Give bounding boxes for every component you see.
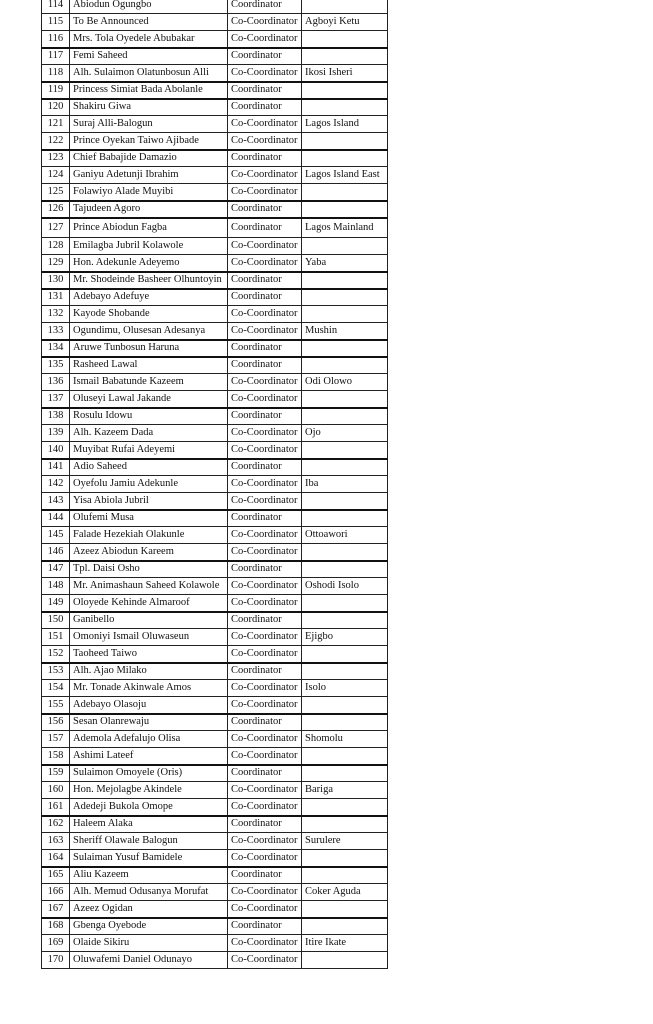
area-name <box>302 184 388 201</box>
row-number: 169 <box>42 935 70 952</box>
area-name <box>302 952 388 969</box>
table-row <box>42 731 388 748</box>
member-role: Coordinator <box>228 663 302 680</box>
table-row <box>42 663 388 680</box>
table-row <box>42 323 388 340</box>
table-row <box>42 918 388 935</box>
area-name: Iba <box>302 476 388 493</box>
member-name: Mr. Tonade Akinwale Amos <box>70 680 228 697</box>
row-number: 145 <box>42 527 70 544</box>
member-role: Co-Coordinator <box>228 884 302 901</box>
row-number: 124 <box>42 167 70 184</box>
row-number: 149 <box>42 595 70 612</box>
row-number: 147 <box>42 561 70 578</box>
member-role: Co-Coordinator <box>228 629 302 646</box>
member-role: Co-Coordinator <box>228 374 302 391</box>
table-row <box>42 167 388 184</box>
member-role: Coordinator <box>228 612 302 629</box>
table-row <box>42 782 388 799</box>
area-name <box>302 150 388 167</box>
member-name: Shakiru Giwa <box>70 99 228 116</box>
member-name: Adio Saheed <box>70 459 228 476</box>
member-role: Co-Coordinator <box>228 731 302 748</box>
member-name: Olaide Sikiru <box>70 935 228 952</box>
row-number: 130 <box>42 272 70 289</box>
area-name <box>302 510 388 527</box>
member-name: Alh. Memud Odusanya Morufat <box>70 884 228 901</box>
member-name: Sesan Olanrewaju <box>70 714 228 731</box>
table-row <box>42 48 388 65</box>
member-role: Coordinator <box>228 340 302 357</box>
member-name: Chief Babajide Damazio <box>70 150 228 167</box>
member-name: Mr. Shodeinde Basheer Olhuntoyin <box>70 272 228 289</box>
member-name: Adebayo Olasoju <box>70 697 228 714</box>
area-name <box>302 867 388 884</box>
member-role: Co-Coordinator <box>228 935 302 952</box>
area-name <box>302 238 388 255</box>
area-name <box>302 201 388 218</box>
member-name: Adedeji Bukola Omope <box>70 799 228 816</box>
table-row <box>42 544 388 561</box>
table-row <box>42 850 388 867</box>
table-row <box>42 952 388 969</box>
table-row <box>42 765 388 782</box>
row-number: 118 <box>42 65 70 82</box>
member-name: Sheriff Olawale Balogun <box>70 833 228 850</box>
row-number: 161 <box>42 799 70 816</box>
member-role: Coordinator <box>228 82 302 99</box>
table-row <box>42 816 388 833</box>
area-name: Itire Ikate <box>302 935 388 952</box>
member-role: Co-Coordinator <box>228 833 302 850</box>
member-role: Coordinator <box>228 816 302 833</box>
member-name: Olufemi Musa <box>70 510 228 527</box>
member-role: Coordinator <box>228 218 302 238</box>
member-name: Prince Abiodun Fagba <box>70 218 228 238</box>
member-name: Folawiyo Alade Muyibi <box>70 184 228 201</box>
row-number: 135 <box>42 357 70 374</box>
member-role: Co-Coordinator <box>228 527 302 544</box>
row-number: 162 <box>42 816 70 833</box>
row-number: 117 <box>42 48 70 65</box>
member-name: Tajudeen Agoro <box>70 201 228 218</box>
member-role: Co-Coordinator <box>228 646 302 663</box>
table-row <box>42 578 388 595</box>
area-name: Isolo <box>302 680 388 697</box>
member-name: Ismail Babatunde Kazeem <box>70 374 228 391</box>
member-role: Coordinator <box>228 357 302 374</box>
area-name <box>302 408 388 425</box>
row-number: 160 <box>42 782 70 799</box>
area-name <box>302 31 388 48</box>
row-number: 114 <box>42 0 70 14</box>
member-name: Ganibello <box>70 612 228 629</box>
member-name: Tpl. Daisi Osho <box>70 561 228 578</box>
member-name: Rasheed Lawal <box>70 357 228 374</box>
member-role: Co-Coordinator <box>228 167 302 184</box>
table-row <box>42 799 388 816</box>
table-row <box>42 289 388 306</box>
member-name: Aliu Kazeem <box>70 867 228 884</box>
member-role: Co-Coordinator <box>228 133 302 150</box>
table-row <box>42 82 388 99</box>
area-name: Agboyi Ketu <box>302 14 388 31</box>
member-role: Coordinator <box>228 48 302 65</box>
member-role: Coordinator <box>228 867 302 884</box>
row-number: 128 <box>42 238 70 255</box>
member-name: Abiodun Ogungbo <box>70 0 228 14</box>
area-name <box>302 289 388 306</box>
area-name: Lagos Island <box>302 116 388 133</box>
row-number: 166 <box>42 884 70 901</box>
member-name: Kayode Shobande <box>70 306 228 323</box>
table-row <box>42 116 388 133</box>
member-name: Azeez Abiodun Kareem <box>70 544 228 561</box>
area-name <box>302 391 388 408</box>
table-row <box>42 714 388 731</box>
member-role: Coordinator <box>228 510 302 527</box>
row-number: 136 <box>42 374 70 391</box>
member-name: Alh. Sulaimon Olatunbosun Alli <box>70 65 228 82</box>
table-row <box>42 510 388 527</box>
row-number: 132 <box>42 306 70 323</box>
member-name: Princess Simiat Bada Abolanle <box>70 82 228 99</box>
area-name: Ikosi Isheri <box>302 65 388 82</box>
table-row <box>42 884 388 901</box>
table-row <box>42 133 388 150</box>
area-name <box>302 0 388 14</box>
table-row <box>42 646 388 663</box>
member-role: Co-Coordinator <box>228 748 302 765</box>
member-name: Mr. Animashaun Saheed Kolawole <box>70 578 228 595</box>
area-name <box>302 765 388 782</box>
member-role: Coordinator <box>228 289 302 306</box>
table-row <box>42 561 388 578</box>
row-number: 153 <box>42 663 70 680</box>
member-role: Co-Coordinator <box>228 901 302 918</box>
member-role: Co-Coordinator <box>228 31 302 48</box>
row-number: 115 <box>42 14 70 31</box>
table-row <box>42 357 388 374</box>
member-role: Co-Coordinator <box>228 595 302 612</box>
area-name <box>302 340 388 357</box>
area-name <box>302 612 388 629</box>
row-number: 119 <box>42 82 70 99</box>
row-number: 150 <box>42 612 70 629</box>
table-row <box>42 833 388 850</box>
member-name: Adebayo Adefuye <box>70 289 228 306</box>
table-row <box>42 527 388 544</box>
member-role: Co-Coordinator <box>228 391 302 408</box>
member-role: Coordinator <box>228 201 302 218</box>
area-name: Coker Aguda <box>302 884 388 901</box>
member-name: Oyefolu Jamiu Adekunle <box>70 476 228 493</box>
row-number: 134 <box>42 340 70 357</box>
table-row <box>42 748 388 765</box>
member-role: Co-Coordinator <box>228 680 302 697</box>
member-role: Coordinator <box>228 150 302 167</box>
member-name: Ademola Adefalujo Olisa <box>70 731 228 748</box>
table-body <box>42 0 388 969</box>
area-name: Ojo <box>302 425 388 442</box>
table-row <box>42 65 388 82</box>
area-name <box>302 850 388 867</box>
member-name: Mrs. Tola Oyedele Abubakar <box>70 31 228 48</box>
area-name <box>302 816 388 833</box>
table-row <box>42 476 388 493</box>
member-role: Co-Coordinator <box>228 255 302 272</box>
area-name <box>302 561 388 578</box>
member-name: Haleem Alaka <box>70 816 228 833</box>
table-row <box>42 391 388 408</box>
row-number: 165 <box>42 867 70 884</box>
area-name <box>302 544 388 561</box>
area-name <box>302 663 388 680</box>
area-name <box>302 459 388 476</box>
row-number: 133 <box>42 323 70 340</box>
member-name: Prince Oyekan Taiwo Ajibade <box>70 133 228 150</box>
table-row <box>42 629 388 646</box>
member-role: Co-Coordinator <box>228 442 302 459</box>
row-number: 170 <box>42 952 70 969</box>
area-name <box>302 272 388 289</box>
row-number: 146 <box>42 544 70 561</box>
row-number: 131 <box>42 289 70 306</box>
table-row <box>42 184 388 201</box>
member-name: Taoheed Taiwo <box>70 646 228 663</box>
member-role: Coordinator <box>228 459 302 476</box>
member-role: Coordinator <box>228 272 302 289</box>
member-role: Co-Coordinator <box>228 14 302 31</box>
row-number: 129 <box>42 255 70 272</box>
member-name: Hon. Mejolagbe Akindele <box>70 782 228 799</box>
row-number: 167 <box>42 901 70 918</box>
row-number: 116 <box>42 31 70 48</box>
member-name: Falade Hezekiah Olakunle <box>70 527 228 544</box>
row-number: 151 <box>42 629 70 646</box>
member-role: Co-Coordinator <box>228 782 302 799</box>
row-number: 148 <box>42 578 70 595</box>
area-name: Shomolu <box>302 731 388 748</box>
member-name: Ganiyu Adetunji Ibrahim <box>70 167 228 184</box>
coordinator-table <box>41 0 388 969</box>
row-number: 140 <box>42 442 70 459</box>
area-name <box>302 48 388 65</box>
member-name: Ashimi Lateef <box>70 748 228 765</box>
area-name: Lagos Mainland <box>302 218 388 238</box>
area-name: Oshodi Isolo <box>302 578 388 595</box>
row-number: 164 <box>42 850 70 867</box>
table-row <box>42 238 388 255</box>
area-name: Ottoawori <box>302 527 388 544</box>
member-role: Co-Coordinator <box>228 697 302 714</box>
member-role: Co-Coordinator <box>228 116 302 133</box>
area-name <box>302 493 388 510</box>
member-role: Coordinator <box>228 561 302 578</box>
row-number: 163 <box>42 833 70 850</box>
coordinator-list-document <box>41 0 388 969</box>
member-role: Co-Coordinator <box>228 476 302 493</box>
row-number: 158 <box>42 748 70 765</box>
row-number: 157 <box>42 731 70 748</box>
area-name <box>302 697 388 714</box>
member-role: Co-Coordinator <box>228 238 302 255</box>
member-role: Co-Coordinator <box>228 799 302 816</box>
table-row <box>42 425 388 442</box>
row-number: 126 <box>42 201 70 218</box>
area-name <box>302 133 388 150</box>
table-row <box>42 408 388 425</box>
area-name: Ejigbo <box>302 629 388 646</box>
area-name <box>302 82 388 99</box>
member-name: Yisa Abiola Jubril <box>70 493 228 510</box>
member-name: Suraj Alli-Balogun <box>70 116 228 133</box>
member-name: Oloyede Kehinde Almaroof <box>70 595 228 612</box>
table-row <box>42 697 388 714</box>
table-row <box>42 306 388 323</box>
table-row <box>42 99 388 116</box>
row-number: 168 <box>42 918 70 935</box>
table-row <box>42 272 388 289</box>
row-number: 125 <box>42 184 70 201</box>
row-number: 143 <box>42 493 70 510</box>
table-row <box>42 459 388 476</box>
member-name: Aruwe Tunbosun Haruna <box>70 340 228 357</box>
table-row <box>42 14 388 31</box>
row-number: 127 <box>42 218 70 238</box>
table-row <box>42 340 388 357</box>
member-role: Coordinator <box>228 714 302 731</box>
member-name: Emilagba Jubril Kolawole <box>70 238 228 255</box>
table-row <box>42 493 388 510</box>
table-row <box>42 374 388 391</box>
table-row <box>42 935 388 952</box>
member-name: Sulaimon Omoyele (Oris) <box>70 765 228 782</box>
member-name: To Be Announced <box>70 14 228 31</box>
member-name: Oluwafemi Daniel Odunayo <box>70 952 228 969</box>
area-name: Surulere <box>302 833 388 850</box>
area-name <box>302 714 388 731</box>
member-name: Azeez Ogidan <box>70 901 228 918</box>
area-name: Mushin <box>302 323 388 340</box>
member-name: Oluseyi Lawal Jakande <box>70 391 228 408</box>
table-row <box>42 150 388 167</box>
row-number: 142 <box>42 476 70 493</box>
member-role: Co-Coordinator <box>228 544 302 561</box>
row-number: 122 <box>42 133 70 150</box>
area-name <box>302 646 388 663</box>
area-name <box>302 306 388 323</box>
area-name <box>302 442 388 459</box>
table-row <box>42 0 388 14</box>
row-number: 139 <box>42 425 70 442</box>
table-row <box>42 201 388 218</box>
area-name <box>302 595 388 612</box>
table-row <box>42 901 388 918</box>
member-name: Alh. Kazeem Dada <box>70 425 228 442</box>
table-row <box>42 680 388 697</box>
row-number: 123 <box>42 150 70 167</box>
member-role: Co-Coordinator <box>228 952 302 969</box>
area-name <box>302 99 388 116</box>
member-role: Coordinator <box>228 408 302 425</box>
member-name: Omoniyi Ismail Oluwaseun <box>70 629 228 646</box>
member-role: Coordinator <box>228 99 302 116</box>
member-name: Sulaiman Yusuf Bamidele <box>70 850 228 867</box>
row-number: 137 <box>42 391 70 408</box>
member-role: Co-Coordinator <box>228 578 302 595</box>
row-number: 141 <box>42 459 70 476</box>
table-row <box>42 218 388 238</box>
row-number: 152 <box>42 646 70 663</box>
member-role: Co-Coordinator <box>228 65 302 82</box>
row-number: 121 <box>42 116 70 133</box>
member-role: Co-Coordinator <box>228 493 302 510</box>
row-number: 120 <box>42 99 70 116</box>
member-name: Muyibat Rufai Adeyemi <box>70 442 228 459</box>
area-name: Bariga <box>302 782 388 799</box>
member-role: Coordinator <box>228 918 302 935</box>
member-role: Co-Coordinator <box>228 306 302 323</box>
table-row <box>42 612 388 629</box>
row-number: 159 <box>42 765 70 782</box>
table-row <box>42 867 388 884</box>
row-number: 156 <box>42 714 70 731</box>
area-name <box>302 357 388 374</box>
row-number: 154 <box>42 680 70 697</box>
area-name <box>302 918 388 935</box>
member-role: Coordinator <box>228 765 302 782</box>
table-row <box>42 255 388 272</box>
area-name <box>302 901 388 918</box>
area-name: Odi Olowo <box>302 374 388 391</box>
area-name <box>302 748 388 765</box>
member-role: Co-Coordinator <box>228 323 302 340</box>
member-name: Hon. Adekunle Adeyemo <box>70 255 228 272</box>
row-number: 144 <box>42 510 70 527</box>
member-name: Gbenga Oyebode <box>70 918 228 935</box>
member-name: Femi Saheed <box>70 48 228 65</box>
area-name: Yaba <box>302 255 388 272</box>
member-role: Co-Coordinator <box>228 425 302 442</box>
table-row <box>42 442 388 459</box>
table-row <box>42 595 388 612</box>
member-name: Rosulu Idowu <box>70 408 228 425</box>
member-name: Ogundimu, Olusesan Adesanya <box>70 323 228 340</box>
member-role: Co-Coordinator <box>228 850 302 867</box>
member-role: Coordinator <box>228 0 302 14</box>
area-name: Lagos Island East <box>302 167 388 184</box>
row-number: 138 <box>42 408 70 425</box>
member-name: Alh. Ajao Milako <box>70 663 228 680</box>
area-name <box>302 799 388 816</box>
row-number: 155 <box>42 697 70 714</box>
member-role: Co-Coordinator <box>228 184 302 201</box>
table-row <box>42 31 388 48</box>
